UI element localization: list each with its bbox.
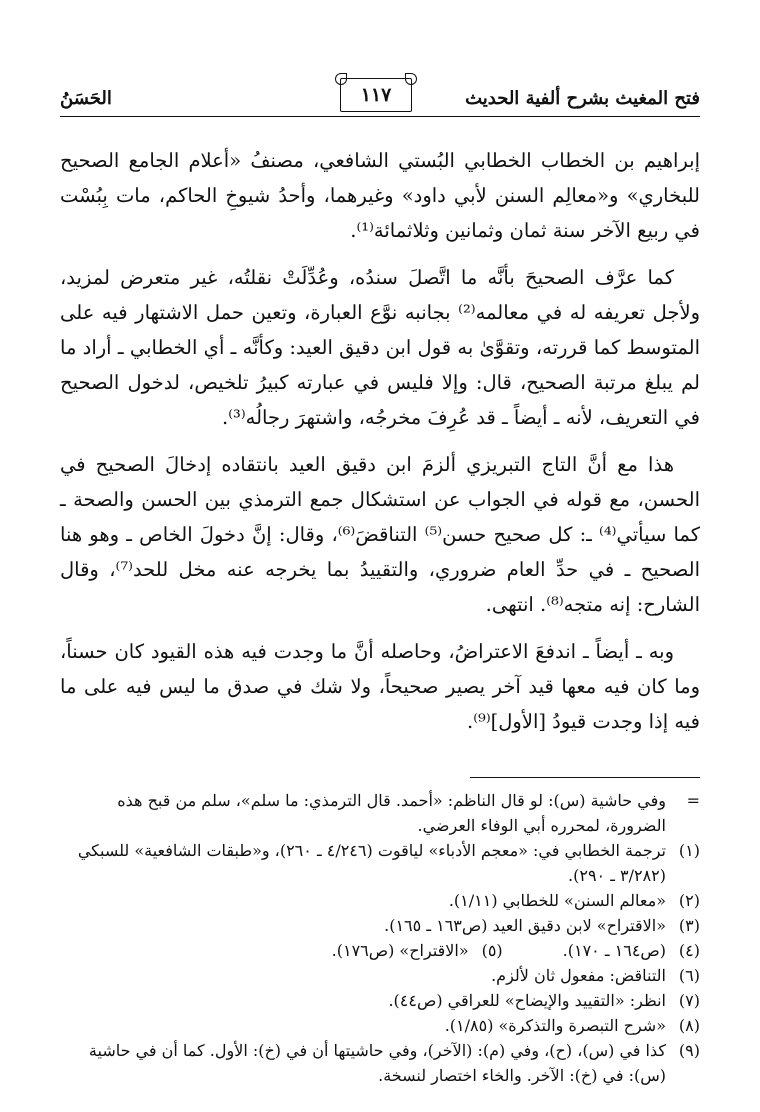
footnote-divider xyxy=(470,777,700,778)
book-title: فتح المغيث بشرح ألفية الحديث xyxy=(465,88,700,109)
ornament-icon xyxy=(405,73,417,85)
book-page xyxy=(60,68,700,1088)
footnote-number: (٤) xyxy=(678,941,700,960)
footnote: (٢) «معالم السنن» للخطابي (١/١١). xyxy=(448,891,700,910)
footnote: (٩) كذا في (س)، (ح)، وفي (م): (الآخر)، وفي حاشيتها أن في (خ): الأول. كما أن في حاشية (س): في (خ): الآخر. والخاء اختصار لنسخة. xyxy=(88,1041,700,1085)
footnote: (٨) «شرح التبصرة والتذكرة» (١/٨٥). xyxy=(444,1016,700,1035)
paragraph: إبراهيم بن الخطاب الخطابي البُستي الشافعي، مصنفُ «أعلام الجامع الصحيح للبخاري» و«معالِم السنن لأبي داود» وغيرهما، وأحدُ شيوخِ الحاكم، مات بِبُسْت في ربيع الآخر سنة ثمان وثمانين وثلاثمائة⁽¹⁾. xyxy=(60,149,700,242)
page-header xyxy=(60,68,700,117)
ornament-icon xyxy=(335,73,347,85)
page-number-box xyxy=(340,78,412,112)
footnote: (٧) انظر: «التقييد والإيضاح» للعراقي (ص٤٤). xyxy=(388,991,700,1010)
footnote-continuation: = وفي حاشية (س): لو قال الناظم: «أحمد. قال الترمذي: ما سلم»، سلم من قبح هذه الضرورة، لمحرره أبي الوفاء العرضي. xyxy=(117,791,700,835)
footnote: (٥) «الاقتراح» (ص١٧٦). xyxy=(331,941,503,960)
page-number: ١١٧ xyxy=(360,84,392,106)
footnote: (٣) «الاقتراح» لابن دقيق العيد (ص١٦٣ ـ ١٦٥). xyxy=(384,916,700,935)
section-title: الحَسَنُ xyxy=(60,88,112,109)
footnote-text: (ص١٦٤ ـ ١٧٠). xyxy=(562,941,666,960)
paragraph: كما عرَّف الصحيحَ بأنَّه ما اتَّصلَ سندُه، وعُدِّلَتْ نقلتُه، غير متعرض لمزيد، ولأجل تعريفه له في معالمه⁽²⁾ بجانبه نوَّع العبارة، وتعين حمل الاشتهار فيه على المتوسط كما قررته، وتقوَّىٰ به قول ابن دقيق العيد: وكأنَّه ـ أي الخطابي ـ أراد ما لم يبلغ مرتبة الصحيح، قال: وإلا فليس في عبارته كبيرُ تلخيص، لدخول الصحيح في التعريف، لأنه ـ أيضاً ـ قد عُرِفَ مخرجُه، واشتهرَ رجالُه⁽³⁾. xyxy=(60,266,700,429)
paragraph: وبه ـ أيضاً ـ اندفعَ الاعتراضُ، وحاصله أنَّ ما وجدت فيه هذه القيود كان حسناً، وما كان فيه معها قيد آخر يصير صحيحاً، ولا شك في صدق ما ليس فيه على ما فيه إذا وجدت قيودُ [الأول]⁽⁹⁾. xyxy=(60,640,700,733)
paragraph: هذا مع أنَّ التاج التبريزي ألزمَ ابن دقيق العيد بانتقاده إدخالَ الصحيح في الحسن، مع قوله في الجواب عن استشكال جمع الترمذي بين الحسن والصحة ـ كما سيأتي⁽⁴⁾ ـ: كل صحيح حسن⁽⁵⁾ التناقضَ⁽⁶⁾، وقال: إنَّ دخولَ الخاص ـ وهو هنا الصحيح ـ في حدِّ العام ضروري، والتقييدُ بما يخرجه عنه مخل للحد⁽⁷⁾، وقال الشارح: إنه متجه⁽⁸⁾. انتهى. xyxy=(60,453,700,616)
main-text xyxy=(60,143,700,739)
footnote-pair xyxy=(60,938,700,963)
footnotes xyxy=(60,788,700,1088)
footnote: (٦) التناقض: مفعول ثان لألزم. xyxy=(491,966,700,985)
footnote: (١) ترجمة الخطابي في: «معجم الأدباء» لياقوت (٤/٢٤٦ ـ ٢٦٠)، و«طبقات الشافعية» للسبكي (٣/٢٨٢ ـ ٢٩٠). xyxy=(77,841,700,885)
